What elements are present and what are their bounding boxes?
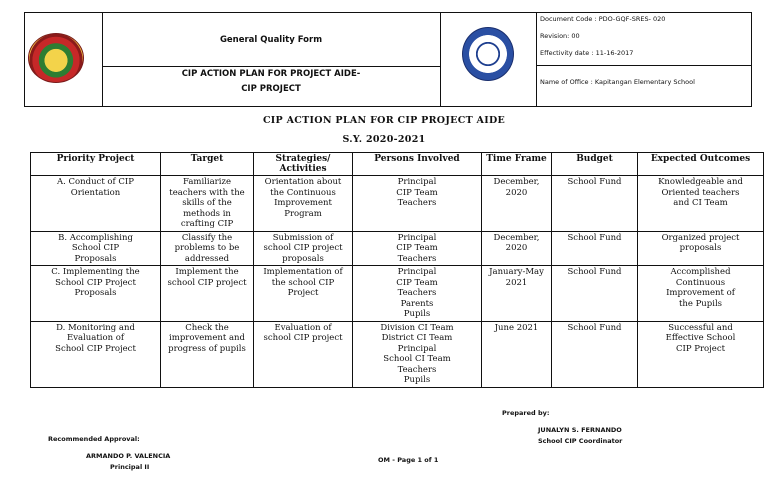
cell-target — [161, 231, 254, 266]
cell-persons-involved — [353, 321, 482, 387]
cell-strategies — [254, 321, 353, 387]
cell-target — [161, 321, 254, 387]
cell-time-frame — [482, 176, 552, 232]
cell-strategies — [254, 231, 353, 266]
cell-line: A. Conduct of CIP — [57, 177, 134, 187]
cell-line: Pupils — [403, 309, 431, 319]
preparer-title: School CIP Coordinator — [538, 437, 623, 445]
form-title: General Quality Form — [219, 35, 323, 45]
cell-line: 2020 — [505, 243, 528, 253]
cell-persons-involved — [353, 266, 482, 322]
page-number: OM - Page 1 of 1 — [378, 456, 439, 464]
cell-line: CIP Team — [396, 277, 438, 288]
cell-line: Improvement — [274, 198, 332, 208]
cell-line: Division CI Team — [380, 322, 454, 333]
cell-line: CIP Project — [675, 343, 726, 354]
cell-line: school CIP project — [167, 277, 247, 288]
recommended-approval-label: Recommended Approval: — [48, 435, 140, 443]
cell-line: crafting CIP — [180, 219, 234, 229]
cell-line: methods in — [183, 208, 231, 219]
cell-line: Evaluation of — [66, 333, 125, 343]
form-subtitle-1: CIP ACTION PLAN FOR PROJECT AIDE- — [181, 69, 361, 79]
cell-strategies — [254, 176, 353, 232]
table-row — [31, 266, 764, 322]
cell-line: proposals — [282, 253, 324, 264]
cell-line: Orientation about — [264, 177, 342, 187]
cell-line: D. Monitoring and — [56, 322, 135, 333]
effectivity-date: Effectivity date : 11-16-2017 — [540, 49, 634, 57]
cell-line: December, — [493, 232, 540, 243]
cell-line: CIP Team — [396, 187, 438, 198]
cell-budget — [552, 321, 638, 387]
cell-priority-project — [31, 176, 161, 232]
cell-line: Principal — [397, 343, 437, 354]
table-row — [31, 231, 764, 266]
cell-line: Project — [287, 288, 319, 298]
cell-line: the school CIP — [271, 277, 335, 288]
header-target: Target — [161, 153, 254, 176]
cell-line: the Continuous — [270, 187, 336, 198]
cell-budget — [552, 231, 638, 266]
cell-budget — [552, 176, 638, 232]
cell-line: CIP Team — [396, 243, 438, 253]
cell-persons-involved — [353, 231, 482, 266]
cell-line: Accomplished — [670, 267, 731, 277]
cell-target — [161, 176, 254, 232]
cell-line: C. Implementing the — [51, 267, 140, 277]
cell-line: the Pupils — [678, 298, 723, 309]
cell-line: Teachers — [397, 198, 437, 208]
preparer-name: JUNALYN S. FERNANDO — [538, 426, 622, 434]
cell-line: Continuous — [675, 277, 726, 288]
cell-line: teachers with the — [169, 187, 245, 198]
cell-budget — [552, 266, 638, 322]
cell-line: Pupils — [403, 375, 431, 385]
cell-line: Implement the — [175, 267, 239, 277]
cell-line: Classify the — [181, 232, 233, 243]
cell-line: School Fund — [567, 267, 622, 277]
header-expected-outcomes: Expected Outcomes — [638, 153, 764, 176]
cell-expected-outcomes — [638, 231, 764, 266]
cell-line: School Fund — [567, 322, 622, 333]
cell-line: 2021 — [505, 277, 528, 288]
cell-line: Successful and — [668, 322, 733, 333]
cell-expected-outcomes — [638, 321, 764, 387]
approver-title: Principal II — [110, 463, 150, 471]
cell-line: Program — [284, 208, 322, 219]
cell-line: Parents — [400, 298, 434, 309]
cell-line: School CI Team — [383, 354, 451, 364]
table-header-row — [31, 153, 764, 176]
document-title: CIP ACTION PLAN FOR CIP PROJECT AIDE — [262, 115, 506, 126]
cell-line: Teachers — [397, 288, 437, 298]
deped-seal-logo — [462, 27, 514, 81]
cell-line: B. Accomplishing — [58, 232, 133, 243]
approver-name: ARMANDO P. VALENCIA — [86, 452, 171, 460]
cell-time-frame — [482, 266, 552, 322]
cell-line: District CI Team — [381, 333, 453, 343]
cell-line: Knowledgeable and — [658, 177, 743, 187]
cell-line: progress of pupils — [168, 343, 246, 354]
cell-time-frame — [482, 231, 552, 266]
table-row — [31, 176, 764, 232]
cell-target — [161, 266, 254, 322]
cell-line: 2020 — [505, 187, 528, 198]
cell-persons-involved — [353, 176, 482, 232]
revision: Revision: 00 — [540, 32, 580, 40]
header-strategies: Strategies/ Activities — [254, 153, 353, 176]
cell-line: Improvement of — [666, 288, 735, 298]
cell-line: Principal — [397, 177, 437, 187]
cell-line: Familiarize — [183, 177, 231, 187]
cell-line: School Fund — [567, 232, 622, 243]
header-budget: Budget — [552, 153, 638, 176]
header-persons-involved: Persons Involved — [353, 153, 482, 176]
cell-line: School CIP — [71, 243, 120, 253]
cell-line: School CIP Project — [55, 277, 136, 288]
cell-line: improvement and — [169, 333, 245, 343]
cell-expected-outcomes — [638, 266, 764, 322]
cell-priority-project — [31, 321, 161, 387]
cell-line: Orientation — [70, 187, 121, 198]
cell-line: Evaluation of — [274, 322, 332, 333]
cell-line: Effective School — [665, 333, 736, 343]
cell-line: Proposals — [74, 288, 117, 298]
cell-line: school CIP project — [263, 333, 343, 343]
prepared-by-label: Prepared by: — [502, 409, 550, 417]
cell-priority-project — [31, 231, 161, 266]
cell-time-frame — [482, 321, 552, 387]
cell-line: December, — [493, 177, 540, 187]
school-year: S.Y. 2020-2021 — [342, 134, 426, 145]
cell-line: June 2021 — [494, 322, 539, 333]
cell-line: proposals — [679, 243, 722, 253]
cell-line: Oriented teachers — [661, 187, 740, 198]
cell-line: School Fund — [567, 177, 622, 187]
cell-line: Proposals — [74, 253, 117, 264]
cell-line: Principal — [397, 232, 437, 243]
document-code: Document Code : PDO-GQF-SRES- 020 — [540, 15, 666, 23]
table-row — [31, 321, 764, 387]
cell-line: addressed — [184, 253, 230, 264]
cell-line: school CIP project — [263, 243, 343, 253]
cell-line: Submission of — [272, 232, 334, 243]
cell-line: skills of the — [182, 198, 232, 208]
cell-expected-outcomes — [638, 176, 764, 232]
cell-line: Teachers — [397, 364, 437, 375]
cell-priority-project — [31, 266, 161, 322]
header-time-frame: Time Frame — [482, 153, 552, 176]
action-plan-table — [30, 152, 764, 388]
cell-line: January-May — [489, 267, 544, 277]
cell-line: Organized project — [661, 232, 740, 243]
cell-strategies — [254, 266, 353, 322]
cell-line: Check the — [185, 322, 229, 333]
cell-line: and CI Team — [673, 198, 728, 208]
cell-line: problems to be — [174, 243, 240, 253]
cell-line: Teachers — [397, 253, 437, 264]
office-name: Name of Office : Kapitangan Elementary School — [540, 78, 695, 86]
cell-line: School CIP Project — [55, 343, 136, 354]
header-priority-project: Priority Project — [31, 153, 161, 176]
cell-line: Implementation of — [263, 267, 343, 277]
cell-line: Principal — [397, 267, 437, 277]
school-seal-logo — [28, 33, 84, 83]
form-subtitle-2: CIP PROJECT — [241, 84, 301, 94]
